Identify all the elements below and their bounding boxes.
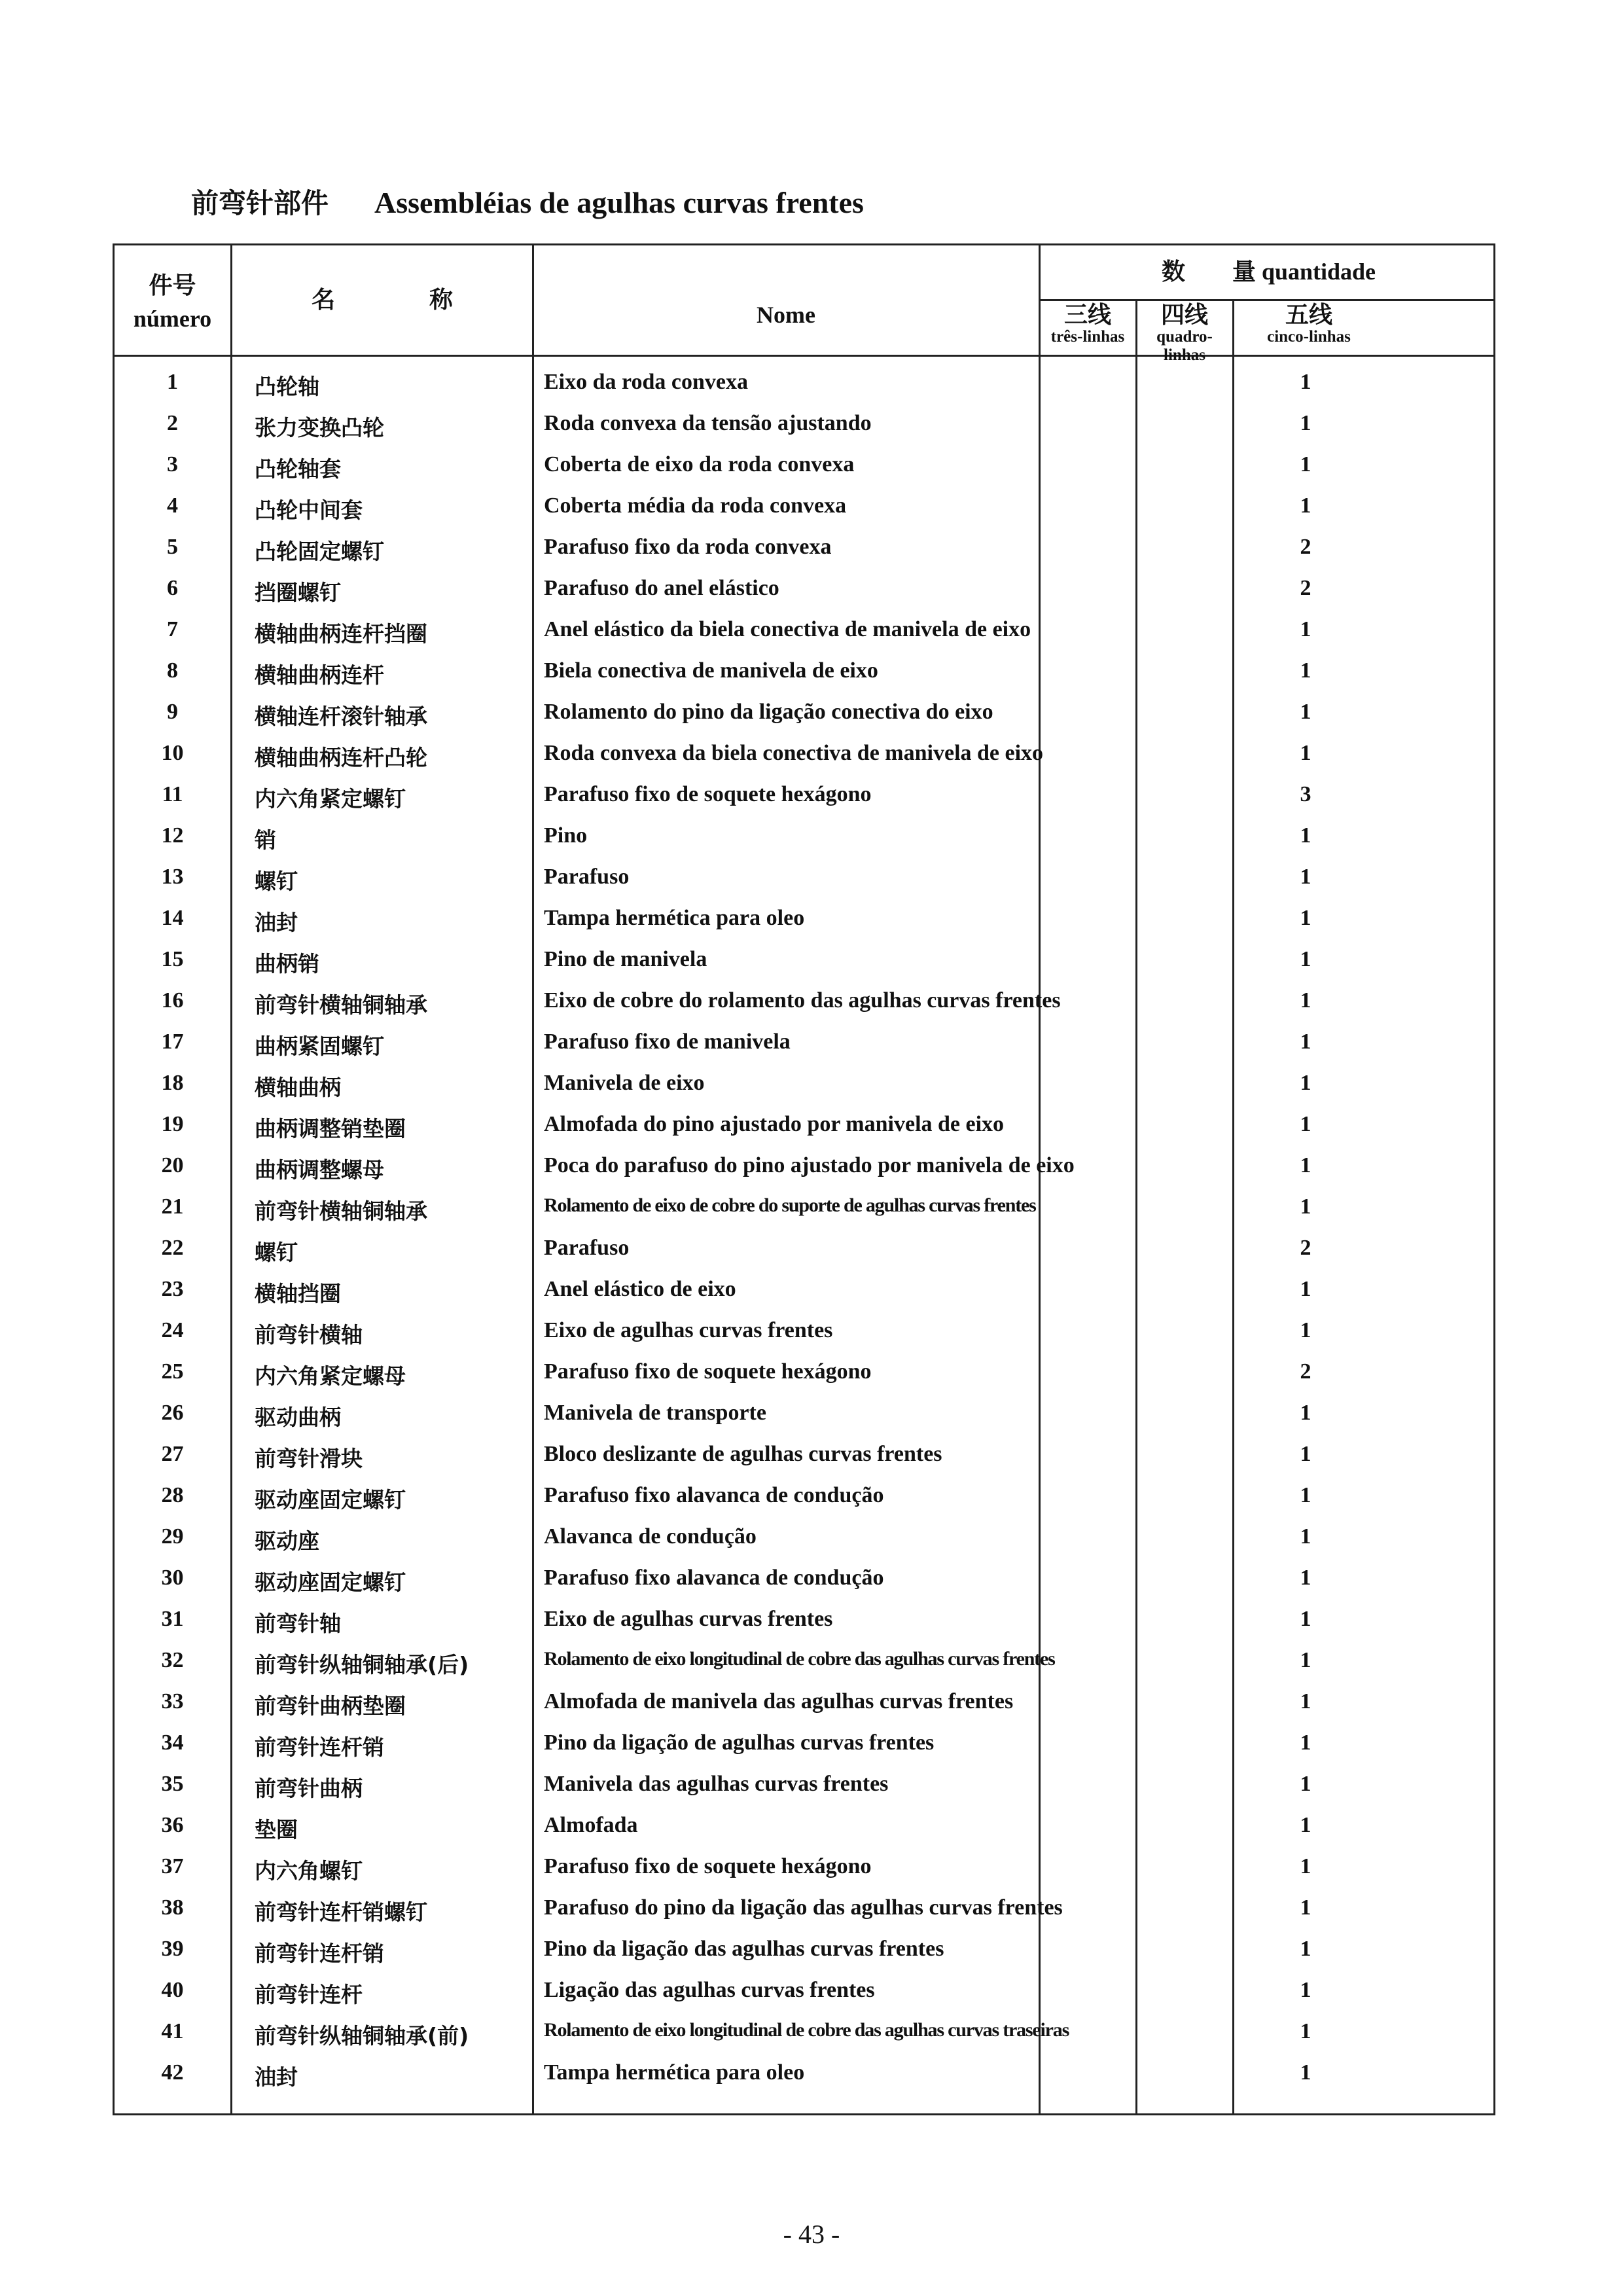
part-name-zh: 前弯针曲柄	[255, 1776, 363, 1801]
page-number: - 43 -	[783, 2219, 840, 2249]
header-numero-pt: número	[133, 306, 212, 332]
table-row	[115, 363, 1493, 404]
part-number: 26	[161, 1401, 184, 1425]
part-name-pt: Parafuso fixo de soquete hexágono	[544, 1854, 872, 1878]
part-number: 9	[167, 700, 178, 724]
part-number: 15	[161, 947, 184, 971]
part-number: 39	[161, 1937, 184, 1961]
table-row	[115, 1435, 1493, 1477]
part-name-zh: 凸轮中间套	[255, 497, 363, 523]
part-name-zh: 横轴曲柄	[255, 1075, 341, 1100]
table-row	[115, 404, 1493, 446]
table-row	[115, 1806, 1493, 1848]
part-name-zh: 曲柄销	[255, 951, 319, 977]
part-name-pt: Parafuso fixo de soquete hexágono	[544, 1359, 872, 1384]
table-row	[115, 1600, 1493, 1641]
quantity-cinco-linhas: 1	[1300, 2019, 1311, 2043]
part-name-zh: 垫圈	[255, 1817, 298, 1842]
table-row	[115, 1147, 1493, 1188]
part-number: 17	[161, 1030, 184, 1054]
part-name-zh: 油封	[255, 2064, 298, 2090]
quantity-cinco-linhas: 1	[1300, 1648, 1311, 1672]
table-row	[115, 1229, 1493, 1270]
header-quantidade: 数 量 quantidade	[1161, 259, 1376, 285]
quantity-cinco-linhas: 1	[1300, 1689, 1311, 1713]
table-row	[115, 1023, 1493, 1064]
quantity-cinco-linhas: 1	[1300, 1607, 1311, 1631]
table-row	[115, 817, 1493, 858]
part-name-pt: Parafuso	[544, 865, 630, 889]
quantity-cinco-linhas: 1	[1300, 906, 1311, 930]
part-name-zh: 前弯针纵轴铜轴承(前)	[255, 2023, 469, 2049]
quantity-cinco-linhas: 1	[1300, 1442, 1311, 1466]
table-row	[115, 1889, 1493, 1930]
quantity-cinco-linhas: 1	[1300, 1030, 1311, 1054]
part-name-pt: Parafuso fixo da roda convexa	[544, 535, 832, 559]
part-name-pt: Rolamento do pino da ligação conectiva do eixo	[544, 700, 993, 724]
part-number: 4	[167, 493, 178, 518]
cinco-pt: cinco-linhas	[1267, 328, 1351, 346]
quantity-cinco-linhas: 1	[1300, 1194, 1311, 1219]
part-number: 2	[167, 411, 178, 435]
table-row	[115, 2013, 1493, 2054]
part-name-pt: Coberta média da roda convexa	[544, 493, 847, 518]
table-row	[115, 1270, 1493, 1312]
part-name-pt: Parafuso fixo alavanca de condução	[544, 1566, 884, 1590]
part-name-pt: Bloco deslizante de agulhas curvas frentes	[544, 1442, 942, 1466]
table-row	[115, 1105, 1493, 1147]
part-name-pt: Tampa hermética para oleo	[544, 906, 805, 930]
part-name-pt: Parafuso fixo de manivela	[544, 1030, 791, 1054]
tres-zh: 三线	[1063, 302, 1111, 329]
table-row	[115, 1064, 1493, 1105]
tres-pt: três-linhas	[1050, 328, 1125, 346]
part-name-zh: 前弯针连杆销螺钉	[255, 1899, 427, 1925]
quantity-cinco-linhas: 1	[1300, 988, 1311, 1013]
part-name-zh: 凸轮轴	[255, 374, 319, 399]
part-name-zh: 曲柄紧固螺钉	[255, 1033, 384, 1059]
part-name-zh: 曲柄调整销垫圈	[255, 1116, 406, 1141]
cinco-zh: 五线	[1285, 302, 1332, 329]
part-name-zh: 前弯针连杆销	[255, 1941, 384, 1966]
part-number: 32	[161, 1648, 184, 1672]
part-number: 20	[161, 1153, 184, 1177]
quantity-cinco-linhas: 1	[1300, 1937, 1311, 1961]
table-row	[115, 446, 1493, 487]
part-name-pt: Eixo de cobre do rolamento das agulhas curvas frentes	[544, 988, 1061, 1013]
part-number: 5	[167, 535, 178, 559]
part-number: 1	[167, 370, 178, 394]
part-name-pt: Almofada de manivela das agulhas curvas frentes	[544, 1689, 1014, 1713]
table-row	[115, 1394, 1493, 1435]
part-name-zh: 油封	[255, 910, 298, 935]
part-name-zh: 内六角紧定螺母	[255, 1363, 406, 1389]
part-name-pt: Pino da ligação de agulhas curvas frentes	[544, 1731, 935, 1755]
quantity-cinco-linhas: 1	[1300, 1277, 1311, 1301]
part-number: 16	[161, 988, 184, 1013]
part-name-pt: Manivela de transporte	[544, 1401, 766, 1425]
part-number: 29	[161, 1524, 184, 1549]
part-name-zh: 螺钉	[255, 869, 298, 894]
quatro-pt: quadro-linhas	[1156, 328, 1213, 364]
part-name-zh: 凸轮固定螺钉	[255, 539, 384, 564]
quantity-cinco-linhas: 2	[1300, 1236, 1311, 1260]
part-name-pt: Anel elástico de eixo	[544, 1277, 736, 1301]
table-row	[115, 652, 1493, 693]
part-number: 24	[161, 1318, 184, 1342]
header-bottom-line	[115, 355, 1493, 357]
part-name-pt: Roda convexa da tensão ajustando	[544, 411, 872, 435]
part-name-pt: Coberta de eixo da roda convexa	[544, 452, 855, 476]
part-name-zh: 驱动座固定螺钉	[255, 1487, 406, 1513]
table-row	[115, 2054, 1493, 2095]
table-row	[115, 1312, 1493, 1353]
quantity-cinco-linhas: 1	[1300, 1483, 1311, 1507]
header-numero-zh: 件号	[149, 272, 196, 299]
part-number: 28	[161, 1483, 184, 1507]
quantity-cinco-linhas: 1	[1300, 1524, 1311, 1549]
quantity-cinco-linhas: 1	[1300, 452, 1311, 476]
part-name-zh: 横轴曲柄连杆	[255, 662, 384, 688]
part-number: 35	[161, 1772, 184, 1796]
part-number: 14	[161, 906, 184, 930]
part-name-pt: Ligação das agulhas curvas frentes	[544, 1978, 875, 2002]
quantity-cinco-linhas: 1	[1300, 700, 1311, 724]
quantity-cinco-linhas: 1	[1300, 617, 1311, 641]
quantity-cinco-linhas: 1	[1300, 1318, 1311, 1342]
part-name-zh: 前弯针滑块	[255, 1446, 363, 1471]
part-number: 7	[167, 617, 178, 641]
header-divider	[1039, 299, 1493, 301]
table-row	[115, 1765, 1493, 1806]
quantity-cinco-linhas: 1	[1300, 865, 1311, 889]
part-name-zh: 张力变换凸轮	[255, 415, 384, 440]
quantity-cinco-linhas: 1	[1300, 1772, 1311, 1796]
part-name-pt: Pino de manivela	[544, 947, 707, 971]
part-name-zh: 前弯针轴	[255, 1611, 341, 1636]
quantity-cinco-linhas: 1	[1300, 411, 1311, 435]
parts-table	[113, 243, 1495, 2115]
part-name-pt: Parafuso	[544, 1236, 630, 1260]
part-number: 10	[161, 741, 184, 765]
part-name-pt: Manivela das agulhas curvas frentes	[544, 1772, 889, 1796]
part-name-pt: Anel elástico da biela conectiva de manivela de eixo	[544, 617, 1031, 641]
table-row	[115, 1518, 1493, 1559]
table-row	[115, 569, 1493, 611]
part-name-zh: 前弯针连杆销	[255, 1734, 384, 1760]
header-name-zh: 名 称	[311, 287, 453, 314]
part-name-zh: 凸轮轴套	[255, 456, 341, 482]
part-name-pt: Almofada	[544, 1813, 638, 1837]
part-name-zh: 前弯针横轴铜轴承	[255, 1198, 427, 1224]
table-row	[115, 1930, 1493, 1971]
quantity-cinco-linhas: 1	[1300, 658, 1311, 683]
part-name-pt: Almofada do pino ajustado por manivela de eixo	[544, 1112, 1005, 1136]
quantity-cinco-linhas: 2	[1300, 535, 1311, 559]
part-name-pt: Parafuso do anel elástico	[544, 576, 779, 600]
table-row	[115, 1848, 1493, 1889]
part-name-zh: 销	[255, 827, 276, 853]
header-nome: Nome	[757, 302, 815, 328]
part-name-zh: 横轴曲柄连杆挡圈	[255, 621, 427, 647]
part-name-pt: Parafuso fixo alavanca de condução	[544, 1483, 884, 1507]
quantity-cinco-linhas: 1	[1300, 1731, 1311, 1755]
part-number: 30	[161, 1566, 184, 1590]
quantity-cinco-linhas: 1	[1300, 741, 1311, 765]
part-name-zh: 驱动座固定螺钉	[255, 1570, 406, 1595]
table-row	[115, 1724, 1493, 1765]
part-name-pt: Alavanca de condução	[544, 1524, 757, 1549]
page-title	[191, 182, 864, 221]
part-number: 38	[161, 1895, 184, 1920]
part-number: 12	[161, 823, 184, 848]
part-name-pt: Rolamento de eixo longitudinal de cobre das agulhas curvas traseiras	[544, 2019, 1069, 2041]
table-row	[115, 693, 1493, 734]
table-row	[115, 858, 1493, 899]
table-row	[115, 487, 1493, 528]
part-number: 40	[161, 1978, 184, 2002]
table-row	[115, 982, 1493, 1023]
quantity-cinco-linhas: 2	[1300, 1359, 1311, 1384]
part-number: 21	[161, 1194, 184, 1219]
part-name-zh: 曲柄调整螺母	[255, 1157, 384, 1183]
table-row	[115, 1971, 1493, 2013]
part-number: 36	[161, 1813, 184, 1837]
quantity-cinco-linhas: 1	[1300, 1895, 1311, 1920]
table-row	[115, 1559, 1493, 1600]
table-row	[115, 528, 1493, 569]
quantity-cinco-linhas: 3	[1300, 782, 1311, 806]
header-quatro-linhas	[1137, 303, 1232, 365]
part-number: 3	[167, 452, 178, 476]
part-name-zh: 螺钉	[255, 1240, 298, 1265]
part-number: 41	[161, 2019, 184, 2043]
part-name-zh: 内六角螺钉	[255, 1858, 363, 1884]
quantity-cinco-linhas: 1	[1300, 1854, 1311, 1878]
quantity-cinco-linhas: 1	[1300, 1978, 1311, 2002]
part-number: 6	[167, 576, 178, 600]
part-name-zh: 横轴连杆滚针轴承	[255, 704, 427, 729]
part-name-pt: Eixo de agulhas curvas frentes	[544, 1318, 833, 1342]
part-name-pt: Eixo de agulhas curvas frentes	[544, 1607, 833, 1631]
quantity-cinco-linhas: 1	[1300, 1071, 1311, 1095]
part-name-pt: Pino	[544, 823, 588, 848]
part-name-zh: 前弯针曲柄垫圈	[255, 1693, 406, 1719]
quantity-cinco-linhas: 1	[1300, 823, 1311, 848]
part-number: 31	[161, 1607, 184, 1631]
part-name-pt: Pino da ligação das agulhas curvas frentes	[544, 1937, 944, 1961]
quantity-cinco-linhas: 1	[1300, 1112, 1311, 1136]
part-number: 37	[161, 1854, 184, 1878]
part-number: 34	[161, 1731, 184, 1755]
part-name-zh: 前弯针横轴铜轴承	[255, 992, 427, 1018]
quantity-cinco-linhas: 1	[1300, 1566, 1311, 1590]
header-tres-linhas	[1040, 303, 1135, 346]
quantity-cinco-linhas: 2	[1300, 576, 1311, 600]
part-name-zh: 前弯针纵轴铜轴承(后)	[255, 1652, 469, 1677]
quantity-cinco-linhas: 1	[1300, 1401, 1311, 1425]
quatro-zh: 四线	[1160, 302, 1208, 329]
part-name-pt: Parafuso fixo de soquete hexágono	[544, 782, 872, 806]
part-name-zh: 前弯针连杆	[255, 1982, 363, 2007]
table-row	[115, 899, 1493, 941]
part-name-zh: 前弯针横轴	[255, 1322, 363, 1348]
part-name-pt: Roda convexa da biela conectiva de manivela de eixo	[544, 741, 1044, 765]
quantity-cinco-linhas: 1	[1300, 370, 1311, 394]
table-row	[115, 1477, 1493, 1518]
part-name-pt: Eixo da roda convexa	[544, 370, 749, 394]
table-row	[115, 776, 1493, 817]
part-number: 8	[167, 658, 178, 683]
quantity-cinco-linhas: 1	[1300, 1153, 1311, 1177]
part-name-pt: Biela conectiva de manivela de eixo	[544, 658, 878, 683]
header-cinco-linhas	[1234, 303, 1384, 346]
part-name-pt: Rolamento de eixo longitudinal de cobre das agulhas curvas frentes	[544, 1648, 1055, 1670]
table-row	[115, 1353, 1493, 1394]
part-name-zh: 横轴曲柄连杆凸轮	[255, 745, 427, 770]
part-number: 42	[161, 2060, 184, 2085]
part-number: 23	[161, 1277, 184, 1301]
part-number: 27	[161, 1442, 184, 1466]
part-number: 25	[161, 1359, 184, 1384]
part-name-pt: Parafuso do pino da ligação das agulhas curvas frentes	[544, 1895, 1063, 1920]
part-name-zh: 内六角紧定螺钉	[255, 786, 406, 812]
part-number: 19	[161, 1112, 184, 1136]
table-row	[115, 1683, 1493, 1724]
quantity-cinco-linhas: 1	[1300, 1813, 1311, 1837]
part-name-zh: 挡圈螺钉	[255, 580, 341, 605]
table-row	[115, 611, 1493, 652]
part-name-zh: 驱动座	[255, 1528, 319, 1554]
part-name-zh: 驱动曲柄	[255, 1405, 341, 1430]
part-number: 11	[162, 782, 183, 806]
table-row	[115, 734, 1493, 776]
part-name-pt: Tampa hermética para oleo	[544, 2060, 805, 2085]
quantity-cinco-linhas: 1	[1300, 947, 1311, 971]
part-name-pt: Manivela de eixo	[544, 1071, 705, 1095]
part-name-pt: Rolamento de eixo de cobre do suporte de agulhas curvas frentes	[544, 1194, 1036, 1216]
title-zh: 前弯针部件	[191, 187, 329, 219]
part-name-pt: Poca do parafuso do pino ajustado por manivela de eixo	[544, 1153, 1075, 1177]
part-number: 22	[161, 1236, 184, 1260]
table-row	[115, 1188, 1493, 1229]
part-number: 18	[161, 1071, 184, 1095]
part-number: 13	[161, 865, 184, 889]
part-name-zh: 横轴挡圈	[255, 1281, 341, 1306]
part-number: 33	[161, 1689, 184, 1713]
quantity-cinco-linhas: 1	[1300, 493, 1311, 518]
table-row	[115, 941, 1493, 982]
title-pt: Assembléias de agulhas curvas frentes	[374, 186, 864, 219]
quantity-cinco-linhas: 1	[1300, 2060, 1311, 2085]
table-row	[115, 1641, 1493, 1683]
